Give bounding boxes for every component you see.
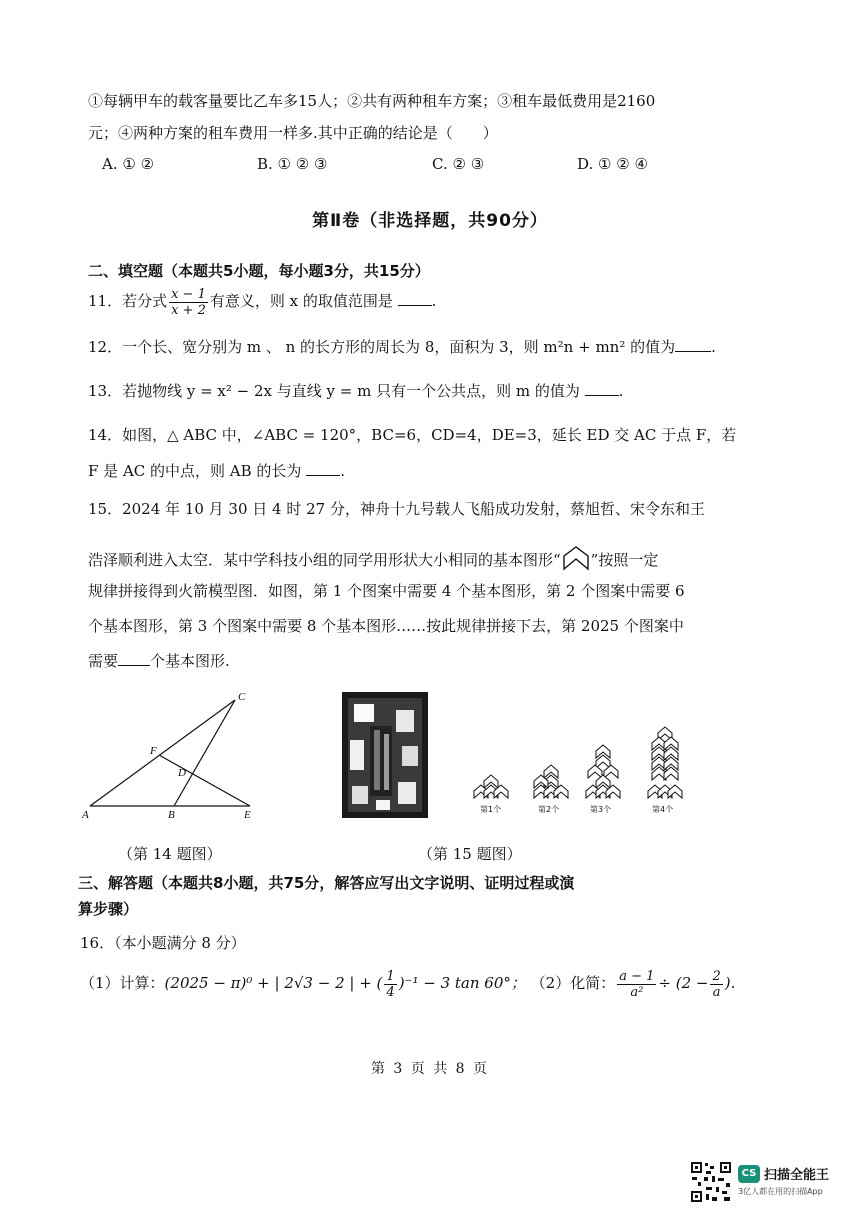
solve-heading-1: 三、解答题（本题共8小题，共75分，解答应写出文字说明、证明过程或演 <box>78 874 575 892</box>
pattern-1 <box>474 775 508 798</box>
solve-heading-2: 算步骤） <box>78 900 139 918</box>
q11-fraction <box>169 287 208 318</box>
q13-text: 13．若抛物线 y = x² − 2x 与直线 y = m 只有一个公共点，则 m 的值为 <box>88 382 580 400</box>
q16-part2-end: ). <box>724 974 736 992</box>
figure-14-caption: （第 14 题图） <box>118 845 222 863</box>
q15-line5a: 需要 <box>88 652 119 670</box>
q15-line4: 个基本图形，第 3 个图案中需要 8 个基本图形……按此规律拼接下去，第 2025 个图案中 <box>88 617 684 635</box>
q15-line5 <box>88 650 230 672</box>
q14-line1: 14．如图，△ ABC 中，∠ABC = 120°，BC=6，CD=4，DE=3，延长 ED 交 AC 于点 F，若 <box>88 426 737 444</box>
point-f-label: F <box>150 745 157 757</box>
scanner-brand-name: 扫描全能王 <box>764 1168 830 1183</box>
point-e-label: E <box>244 809 251 821</box>
q11-denominator: x + 2 <box>171 302 206 318</box>
part2-title: 第Ⅱ卷（非选择题，共90分） <box>312 211 548 231</box>
pattern-2-label: 第2个 <box>538 805 560 814</box>
q16-part2-fraction2 <box>710 969 722 1000</box>
q15-line1: 15．2024 年 10 月 30 日 4 时 27 分，神舟十九号载人飞船成功发射，蔡旭哲、宋令东和王 <box>88 500 705 518</box>
q13 <box>88 380 623 402</box>
q16-part2-num2: 2 <box>712 968 721 984</box>
q16-part2-fraction <box>617 969 656 1000</box>
q14-line2-text: F 是 AC 的中点，则 AB 的长为 <box>88 462 302 480</box>
point-c-label: C <box>238 691 246 703</box>
q16-part2-den: a² <box>630 984 644 1000</box>
q14-answer-blank[interactable] <box>306 461 340 476</box>
q12-end: . <box>711 338 716 356</box>
q16-part1-den: 4 <box>386 984 395 1000</box>
q11-numerator: x − 1 <box>171 286 206 302</box>
pattern-2 <box>534 765 568 798</box>
q15-line3: 规律拼接得到火箭模型图．如图，第 1 个图案中需要 4 个基本图形，第 2 个图案中需要 6 <box>88 582 685 600</box>
q11 <box>88 286 436 318</box>
q15-line2 <box>88 544 658 578</box>
page-number: 第 3 页 共 8 页 <box>370 1061 490 1077</box>
q11-answer-blank[interactable] <box>398 291 432 306</box>
q11-post: 有意义，则 x 的取值范围是 <box>209 292 393 310</box>
q15-answer-blank[interactable] <box>118 651 150 666</box>
q16-part1-fraction <box>384 969 396 1000</box>
pattern-1-label: 第1个 <box>480 805 502 814</box>
q16-part2-label: （2）化简： <box>530 974 616 992</box>
point-a-label: A <box>82 809 89 821</box>
figure-15-patterns <box>468 725 698 820</box>
q10-line1: ①每辆甲车的载客量要比乙车多15人；②共有两种租车方案；③租车最低费用是2160 <box>88 92 656 110</box>
rocket-model-photo <box>340 690 430 820</box>
q12-answer-blank[interactable] <box>675 337 711 352</box>
fill-heading: 二、填空题（本题共5小题，每小题3分，共15分） <box>88 262 430 280</box>
choice-d: D. ① ② ④ <box>577 155 648 173</box>
pattern-4-label: 第4个 <box>652 805 674 814</box>
q10-line2: 元；④两种方案的租车费用一样多.其中正确的结论是（ ） <box>88 124 498 142</box>
figure-14-triangle <box>80 688 270 823</box>
q16-part1-expr: (2025 − π)⁰ + | 2√3 − 2 | + ( <box>164 974 383 992</box>
q14-line2 <box>88 460 345 482</box>
qr-code-icon <box>690 1161 732 1203</box>
scanner-brand-tagline: 3亿人都在用的扫描App <box>738 1187 823 1196</box>
q16-part1-num: 1 <box>386 968 395 984</box>
q16-part1-label: （1）计算： <box>80 974 165 992</box>
point-d-label: D <box>178 767 186 779</box>
choice-c: C. ② ③ <box>432 155 485 173</box>
choice-a: A. ① ② <box>102 155 155 173</box>
q16-parts <box>80 968 735 1000</box>
q16-part2-num: a − 1 <box>619 968 655 984</box>
q12 <box>88 336 716 358</box>
q13-end: . <box>618 382 624 400</box>
q15-line5b: 个基本图形. <box>150 652 230 670</box>
figure-15-caption: （第 15 题图） <box>418 845 522 863</box>
pattern-3-label: 第3个 <box>590 805 612 814</box>
point-b-label: B <box>168 809 175 821</box>
q14-end: . <box>340 462 345 480</box>
q16-part1-expr2: )⁻¹ − 3 tan 60°； <box>398 974 526 992</box>
pattern-4 <box>648 727 682 798</box>
q15-line2a: 浩泽顺利进入太空．某中学科技小组的同学用形状大小相同的基本图形“ <box>88 551 561 569</box>
q11-end: . <box>431 292 437 310</box>
q16-title: 16．（本小题满分 8 分） <box>80 934 246 952</box>
q12-text: 12．一个长、宽分别为 m 、 n 的长方形的周长为 8，面积为 3，则 m²n + mn² 的值为 <box>88 338 676 356</box>
q16-part2-mid: ÷ (2 − <box>658 974 709 992</box>
scanner-brand <box>738 1163 848 1203</box>
q16-part2-den2: a <box>712 984 721 1000</box>
basic-shape-icon <box>561 544 591 578</box>
choice-b: B. ① ② ③ <box>257 155 328 173</box>
q11-pre: 11．若分式 <box>88 292 168 310</box>
q10-choices <box>102 155 782 177</box>
q13-answer-blank[interactable] <box>585 381 619 396</box>
scanner-logo-icon: CS <box>738 1165 760 1183</box>
pattern-3 <box>586 745 620 798</box>
q15-line2b: ”按照一定 <box>590 551 659 569</box>
